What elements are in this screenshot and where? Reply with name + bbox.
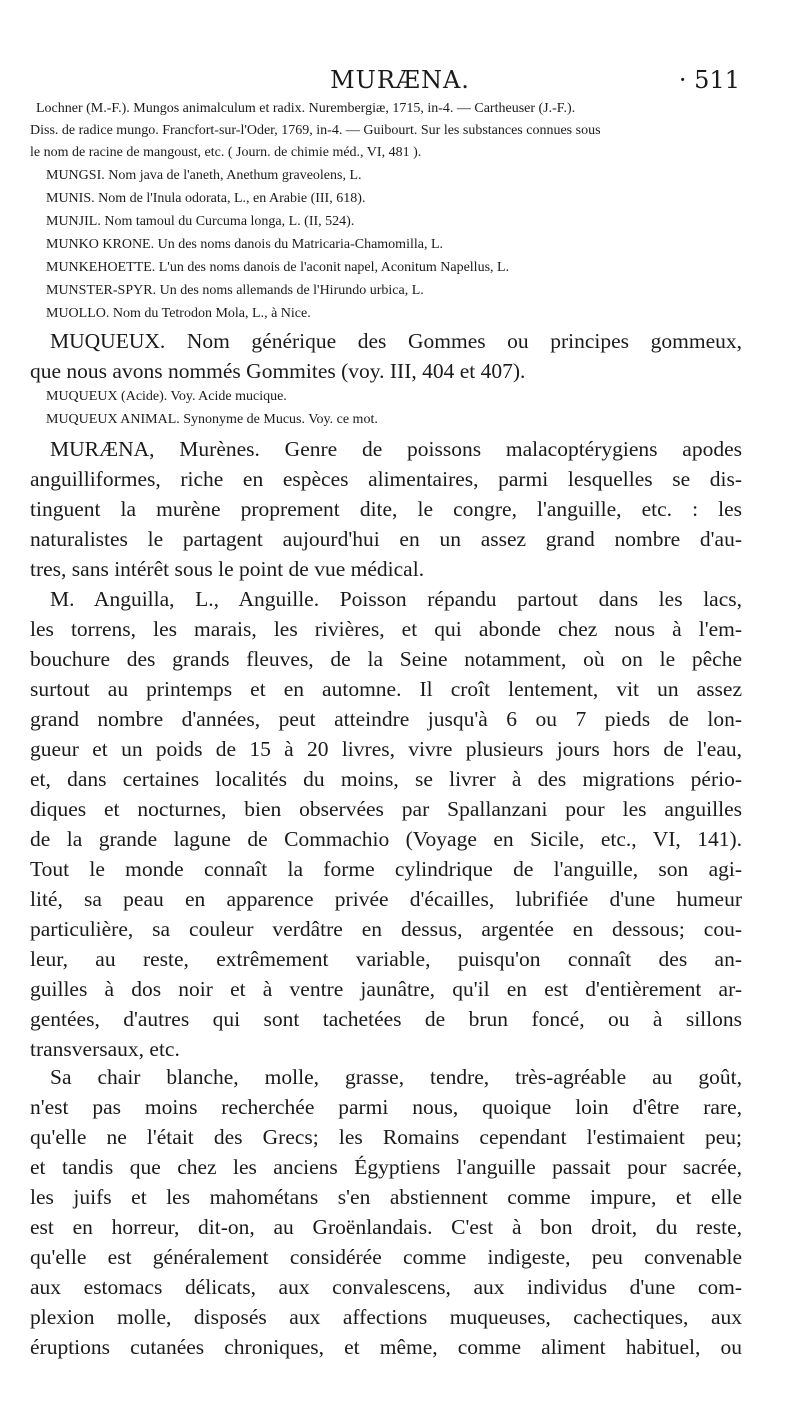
text-line: MURÆNA, Murènes. Genre de poissons malacoptérygiens apodes bbox=[50, 437, 742, 461]
text-line: les juifs et les mahométans s'en abstiennent comme impure, et elle bbox=[30, 1185, 742, 1209]
text-line: qu'elle ne l'était des Grecs; les Romains cependant l'estimaient peu; bbox=[30, 1125, 742, 1149]
murena-entry bbox=[30, 434, 742, 584]
text-line: tres, sans intérêt sous le point de vue médical. bbox=[30, 557, 425, 581]
entry-line: MUNJIL. Nom tamoul du Curcuma longa, L. (II, 524). bbox=[46, 214, 355, 229]
page-number: · 511 bbox=[678, 66, 740, 94]
reference-line: le nom de racine de mangoust, etc. ( Journ. de chimie méd., VI, 481 ). bbox=[30, 145, 422, 160]
running-title: MURÆNA. bbox=[330, 66, 470, 94]
entry-line: MUNSTER-SPYR. Un des noms allemands de l'Hirundo urbica, L. bbox=[46, 283, 424, 298]
text-line: de la grande lagune de Commachio (Voyage en Sicile, etc., VI, 141). bbox=[30, 827, 742, 851]
entry-line: MUQUEUX (Acide). Voy. Acide mucique. bbox=[46, 389, 287, 404]
text-line: qu'elle est généralement considérée comme indigeste, peu convenable bbox=[30, 1245, 742, 1269]
reference-line: Lochner (M.-F.). Mungos animalculum et radix. Nurembergiæ, 1715, in-4. — Cartheuser (J.-F.). bbox=[36, 101, 576, 116]
text-line: que nous avons nommés Gommites (voy. III, 404 et 407). bbox=[30, 359, 526, 383]
text-line: aux estomacs délicats, aux convalescens, aux individus d'une com- bbox=[30, 1275, 742, 1299]
chair-paragraph bbox=[30, 1062, 742, 1362]
text-line: et, dans certaines localités du moins, se livrer à des migrations pério- bbox=[30, 767, 742, 791]
anguilla-paragraph bbox=[30, 584, 742, 1064]
text-line: lité, sa peau en apparence privée d'écailles, lubrifiée d'une humeur bbox=[30, 887, 742, 911]
text-line: plexion molle, disposés aux affections muqueuses, cachectiques, aux bbox=[30, 1305, 742, 1329]
text-line: éruptions cutanées chroniques, et même, comme aliment habituel, ou bbox=[30, 1335, 742, 1359]
text-line: guilles à dos noir et à ventre jaunâtre, qu'il en est d'entièrement ar- bbox=[30, 977, 742, 1001]
text-line: Tout le monde connaît la forme cylindrique de l'anguille, son agi- bbox=[30, 857, 742, 881]
entry-line: MUQUEUX ANIMAL. Synonyme de Mucus. Voy. ce mot. bbox=[46, 412, 378, 427]
text-line: leur, au reste, extrêmement variable, puisqu'on connaît des an- bbox=[30, 947, 742, 971]
entry-line: MUNIS. Nom de l'Inula odorata, L., en Arabie (III, 618). bbox=[46, 191, 366, 206]
text-line: diques et nocturnes, bien observées par Spallanzani pour les anguilles bbox=[30, 797, 742, 821]
text-line: transversaux, etc. bbox=[30, 1037, 180, 1061]
entry-line: MUOLLO. Nom du Tetrodon Mola, L., à Nice. bbox=[46, 306, 311, 321]
entry-line: MUNKEHOETTE. L'un des noms danois de l'aconit napel, Aconitum Napellus, L. bbox=[46, 260, 510, 275]
text-line: M. Anguilla, L., Anguille. Poisson répandu partout dans les lacs, bbox=[50, 587, 742, 611]
text-line: Sa chair blanche, molle, grasse, tendre, très-agréable au goût, bbox=[50, 1065, 742, 1089]
text-line: tinguent la murène proprement dite, le congre, l'anguille, etc. : les bbox=[30, 497, 742, 521]
text-line: n'est pas moins recherchée parmi nous, quoique loin d'être rare, bbox=[30, 1095, 742, 1119]
entry-line: MUNKO KRONE. Un des noms danois du Matricaria-Chamomilla, L. bbox=[46, 237, 443, 252]
text-line: bouchure des grands fleuves, de la Seine notamment, où on le pêche bbox=[30, 647, 742, 671]
text-line: gueur et un poids de 15 à 20 livres, vivre plusieurs jours hors de l'eau, bbox=[30, 737, 742, 761]
text-line: et tandis que chez les anciens Égyptiens l'anguille passait pour sacrée, bbox=[30, 1155, 742, 1179]
text-line: est en horreur, dit-on, au Groënlandais. C'est à bon droit, du reste, bbox=[30, 1215, 742, 1239]
text-line: anguilliformes, riche en espèces alimentaires, parmi lesquelles se dis- bbox=[30, 467, 742, 491]
text-line: gentées, d'autres qui sont tachetées de brun foncé, ou à sillons bbox=[30, 1007, 742, 1031]
text-line: particulière, sa couleur verdâtre en dessus, argentée en dessous; cou- bbox=[30, 917, 742, 941]
text-line: les torrens, les marais, les rivières, et qui abonde chez nous à l'em- bbox=[30, 617, 742, 641]
page-header bbox=[0, 66, 800, 100]
text-line: surtout au printemps et en automne. Il croît lentement, vit un assez bbox=[30, 677, 742, 701]
text-line: MUQUEUX. Nom générique des Gommes ou principes gommeux, bbox=[50, 329, 742, 353]
text-line: grand nombre d'années, peut atteindre jusqu'à 6 ou 7 pieds de lon- bbox=[30, 707, 742, 731]
text-line: naturalistes le partagent aujourd'hui en un assez grand nombre d'au- bbox=[30, 527, 742, 551]
entry-line: MUNGSI. Nom java de l'aneth, Anethum graveolens, L. bbox=[46, 168, 362, 183]
reference-line: Diss. de radice mungo. Francfort-sur-l'Oder, 1769, in-4. — Guibourt. Sur les substances connues sous bbox=[30, 123, 601, 138]
muqueux-entry bbox=[30, 326, 742, 386]
